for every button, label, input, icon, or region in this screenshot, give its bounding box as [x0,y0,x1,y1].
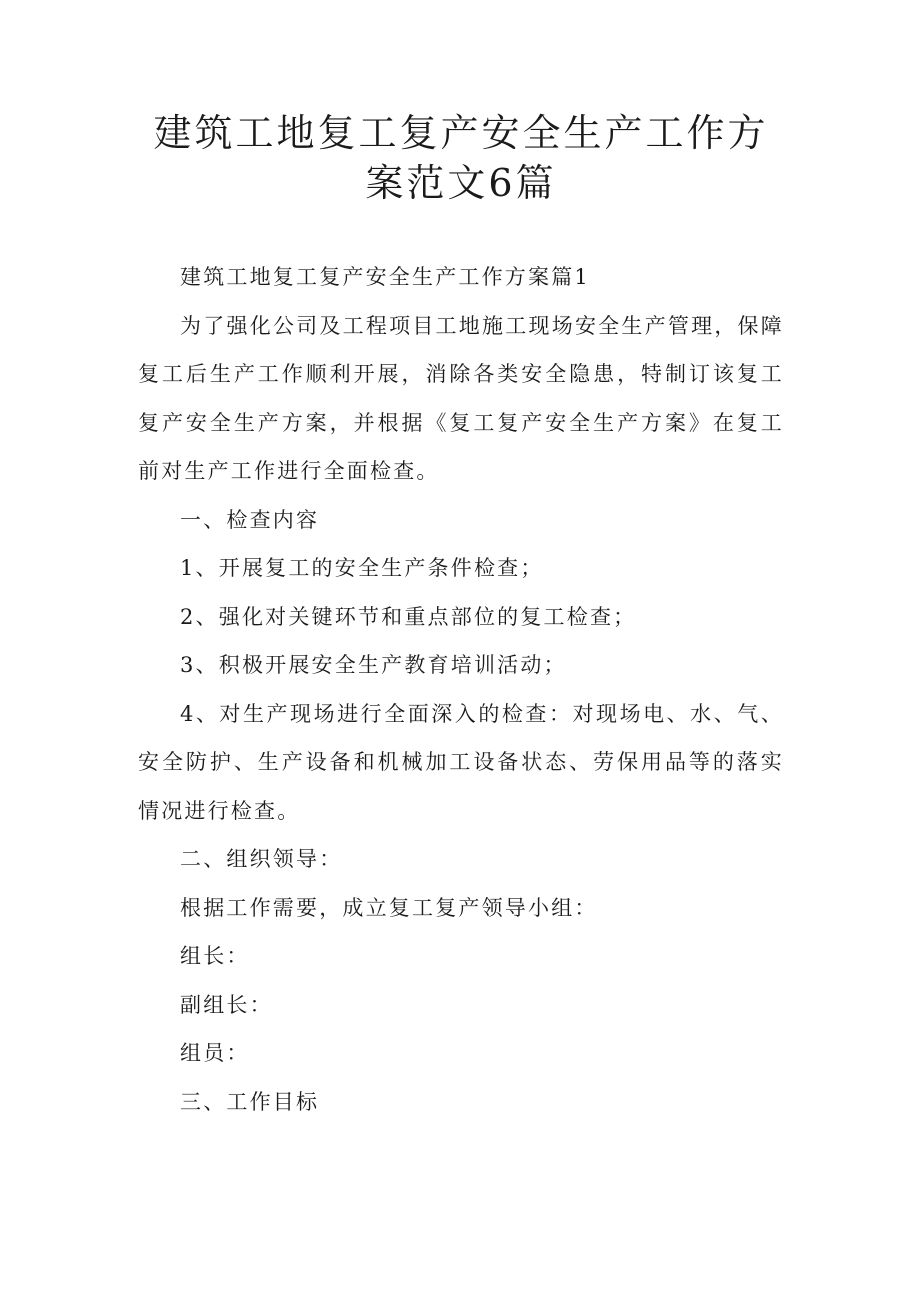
intro-paragraph: 为了强化公司及工程项目工地施工现场安全生产管理，保障复工后生产工作顺利开展，消除各类安全隐患，特制订该复工复产安全生产方案，并根据《复工复产安全生产方案》在复工前对生产工作进行全面检查。 [138,313,784,483]
role-line: 组员： [180,1041,250,1065]
role-line: 副组长： [180,992,273,1017]
section-heading: 三、工作目标 [180,1089,320,1114]
role-line: 组长： [180,944,250,968]
section-heading: 一、检查内容 [180,507,320,532]
section-heading: 建筑工地复工复产安全生产工作方案篇1 [180,265,590,289]
list-item: 1、开展复工的安全生产条件检查； [180,556,544,580]
list-item: 4、对生产现场进行全面深入的检查：对现场电、水、气、安全防护、生产设备和机械加工设备状态、劳保用品等的落实情况进行检查。 [138,701,784,823]
list-item: 2、强化对关键环节和重点部位的复工检查； [180,604,637,629]
document-body [138,253,784,1126]
document-title: 建筑工地复工复产安全生产工作方案范文6篇 [153,111,769,205]
paragraph: 根据工作需要，成立复工复产领导小组： [180,895,598,920]
list-item: 3、积极开展安全生产教育培训活动； [180,653,567,677]
section-heading: 二、组织领导： [180,847,343,871]
